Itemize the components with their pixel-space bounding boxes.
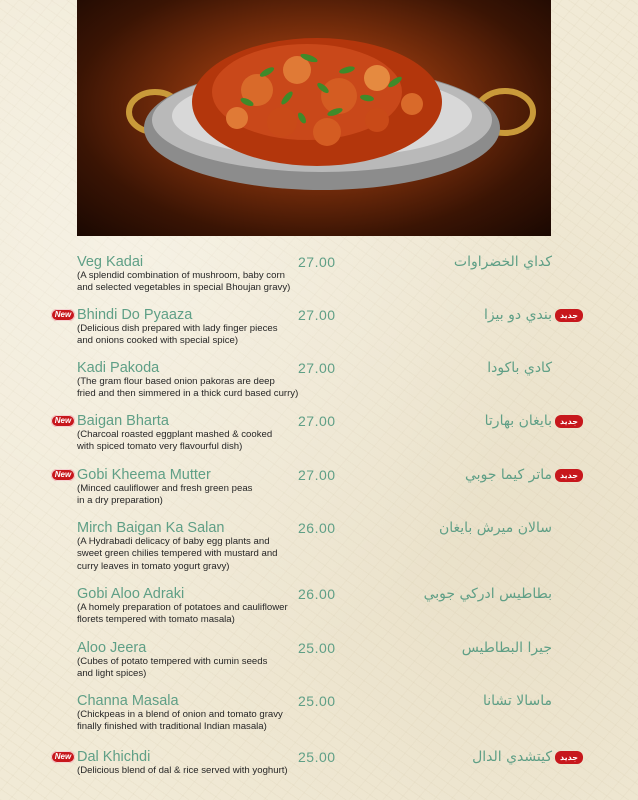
item-name: Veg Kadai [77,254,144,270]
item-price: 25.00 [298,640,336,656]
item-arabic-name: بايغان بهارتا [484,413,552,429]
item-name: Baigan Bharta [77,413,169,429]
item-description: (The gram flour based onion pakoras are deep fried and then simmered in a thick curd based curry) [77,376,299,400]
item-price: 27.00 [298,360,336,376]
item-name: Kadi Pakoda [77,360,160,376]
new-badge: New [51,415,75,427]
jadid-badge: جديد [555,415,583,428]
jadid-badge: جديد [555,751,583,764]
item-description: (A homely preparation of potatoes and cauliflower florets tempered with tomato masala) [77,602,288,626]
item-arabic-name: كيتشدي الدال [472,749,552,765]
item-name: Dal Khichdi [77,749,151,765]
item-price: 26.00 [298,586,336,602]
item-description: (Charcoal roasted eggplant mashed & cooked with spiced tomato very flavourful dish) [77,429,273,453]
item-price: 25.00 [298,693,336,709]
item-price: 27.00 [298,254,336,270]
item-description: (A Hydrabadi delicacy of baby egg plants and sweet green chilies tempered with mustard and curry leaves in tomato yogurt gravy) [77,536,278,572]
jadid-badge: جديد [555,469,583,482]
item-arabic-name: ماتر كيما جوبي [465,467,552,483]
item-description: (Chickpeas in a blend of onion and tomato gravy finally finished with traditional Indian masala) [77,709,283,733]
item-arabic-name: ماسالا تشانا [482,693,552,709]
new-badge: New [51,751,75,763]
jadid-badge: جديد [555,309,583,322]
item-name: Mirch Baigan Ka Salan [77,520,225,536]
curry-dish-photo [77,0,551,236]
item-description: (Cubes of potato tempered with cumin seeds and light spices) [77,656,268,680]
item-price: 25.00 [298,749,336,765]
item-arabic-name: بندي دو بيزا [483,307,552,323]
new-badge: New [51,309,75,321]
item-price: 27.00 [298,307,336,323]
item-name: Gobi Kheema Mutter [77,467,211,483]
item-name: Gobi Aloo Adraki [77,586,185,602]
item-arabic-name: جيرا البطاطيس [461,640,552,656]
item-price: 27.00 [298,413,336,429]
item-description: (Delicious blend of dal & rice served with yoghurt) [77,765,288,776]
item-description: (Delicious dish prepared with lady finger pieces and onions cooked with special spice) [77,323,278,347]
item-arabic-name: سالان ميرش بايغان [438,520,552,536]
item-price: 26.00 [298,520,336,536]
item-arabic-name: كداي الخضراوات [453,254,552,270]
item-arabic-name: بطاطيس ادركي جوبي [423,586,552,602]
new-badge: New [51,469,75,481]
item-name: Aloo Jeera [77,640,147,656]
item-description: (Minced cauliflower and fresh green peas in a dry preparation) [77,483,253,507]
item-description: (A splendid combination of mushroom, baby corn and selected vegetables in special Bhoujan gravy) [77,270,291,294]
item-arabic-name: كادي باكودا [487,360,552,376]
item-name: Channa Masala [77,693,179,709]
item-price: 27.00 [298,467,336,483]
item-name: Bhindi Do Pyaaza [77,307,193,323]
